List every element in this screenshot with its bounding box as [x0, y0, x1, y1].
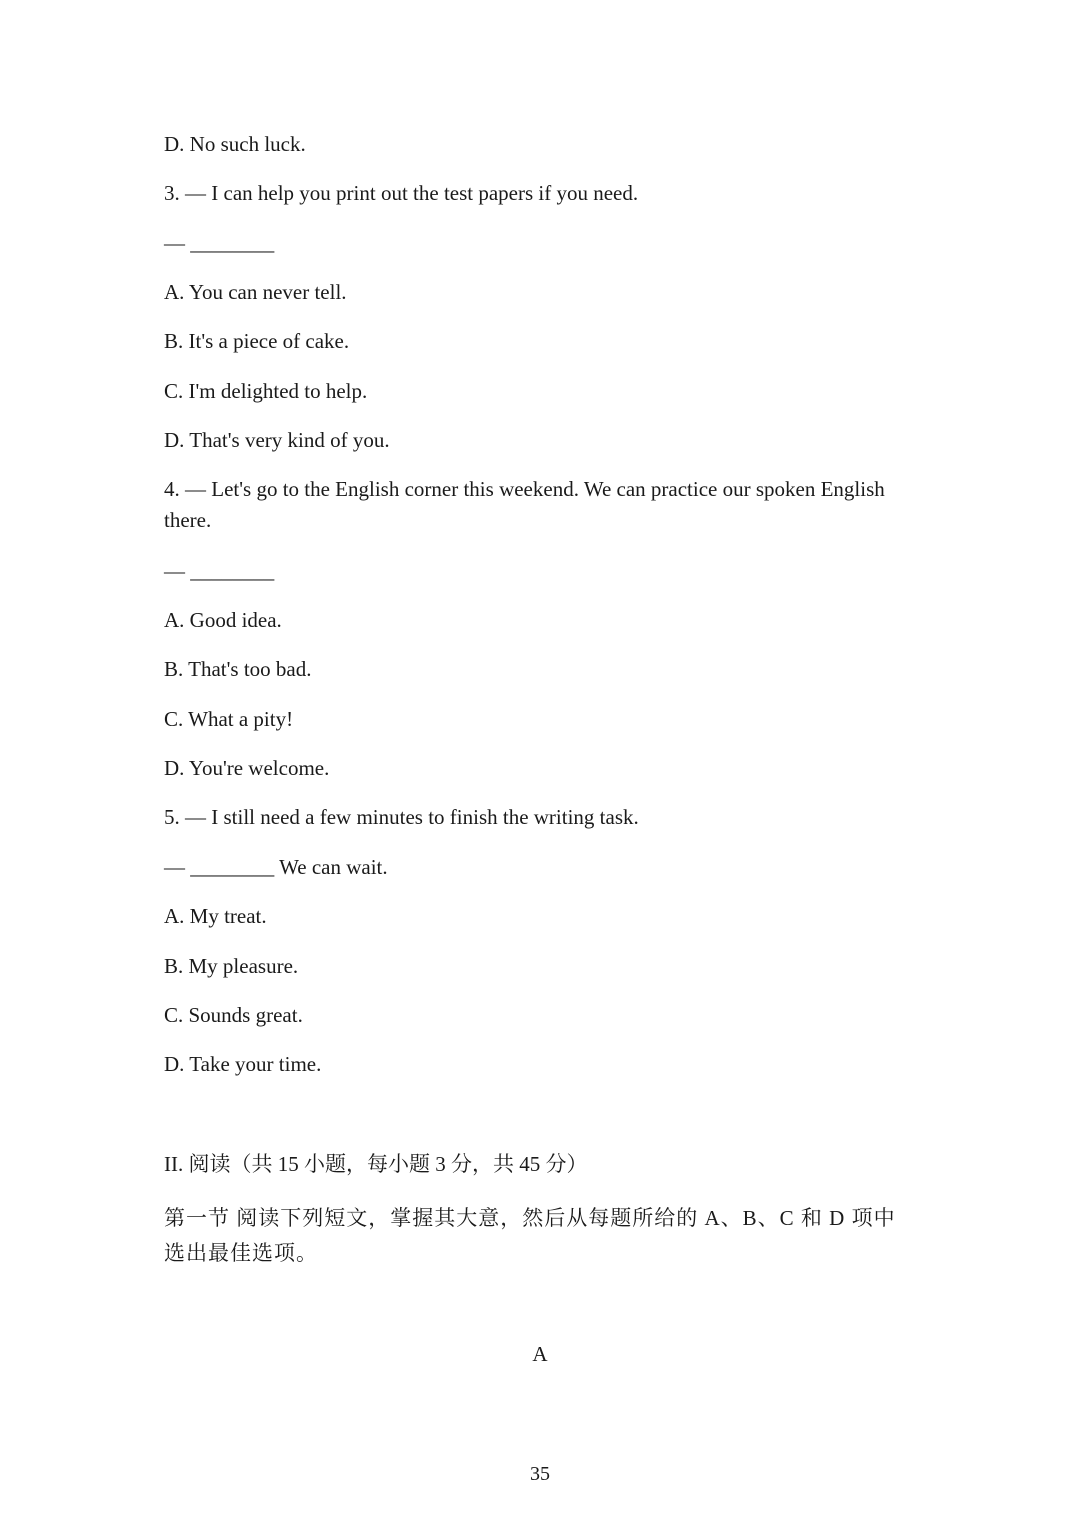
passage-label: A [532, 1342, 548, 1366]
q2-option-d: D. No such luck. [164, 132, 306, 156]
q3-option-a: A. You can never tell. [164, 280, 347, 304]
q4-option-b: B. That's too bad. [164, 657, 312, 681]
q5-option-d: D. Take your time. [164, 1052, 322, 1076]
q3-option-d: D. That's very kind of you. [164, 428, 390, 452]
q4-prompt: 4. — Let's go to the English corner this weekend. We can practice our spoken English there. [164, 477, 885, 532]
q5-option-a: A. My treat. [164, 904, 267, 928]
q4-response-blank: — ________ [164, 559, 275, 583]
q5-prompt: 5. — I still need a few minutes to finish the writing task. [164, 805, 639, 829]
q4-option-c: C. What a pity! [164, 707, 294, 731]
q3-response-blank: — ________ [164, 231, 275, 255]
q5-option-c: C. Sounds great. [164, 1003, 303, 1027]
q4-option-a: A. Good idea. [164, 608, 282, 632]
q3-prompt: 3. — I can help you print out the test papers if you need. [164, 181, 639, 205]
q3-option-b: B. It's a piece of cake. [164, 329, 350, 353]
section-instruction: 第一节 阅读下列短文，掌握其大意，然后从每题所给的 A、B、C 和 D 项中选出最佳选项。 [164, 1206, 896, 1265]
page-number: 35 [530, 1463, 550, 1485]
q5-option-b: B. My pleasure. [164, 954, 299, 978]
q4-option-d: D. You're welcome. [164, 756, 330, 780]
section-heading: II. 阅读（共 15 小题，每小题 3 分，共 45 分） [164, 1152, 588, 1176]
q5-response-blank: — ________ We can wait. [164, 855, 388, 879]
q3-option-c: C. I'm delighted to help. [164, 379, 368, 403]
